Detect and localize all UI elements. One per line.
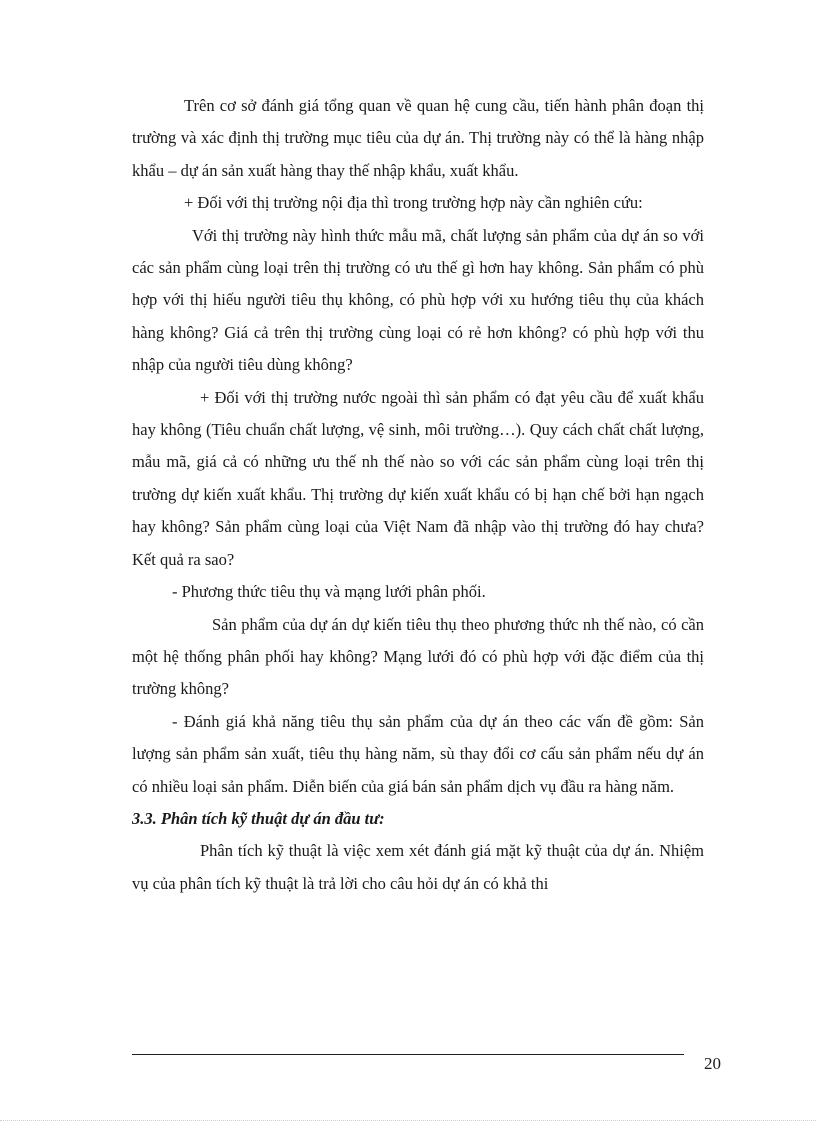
paragraph-consumption-capacity: - Đánh giá khả năng tiêu thụ sản phẩm của dự án theo các vấn đề gồm: Sản lượng sản phẩm sản xuất, tiêu thụ hàng năm, sù thay đổi cơ cấu sản phẩm nếu dự án có nhiều loại sản phẩm. Diễn biến của giá bán sản phẩm dịch vụ đầu ra hàng năm.	[132, 711, 704, 796]
paragraph-domestic-market: + Đối với thị trường nội địa thì trong trường hợp này cần nghiên cứu:	[184, 193, 643, 213]
footer-rule	[132, 1054, 684, 1055]
paragraph-foreign-market: + Đối với thị trường nước ngoài thì sản phẩm có đạt yêu cầu để xuất khẩu hay không (Tiêu chuẩn chất lượng, vệ sinh, môi trường…). Quy cách chất chất lượng, mẫu mã, giá cả có những ưu thế nh thế nào so với các sản phẩm cùng loại trên thị trường dự kiến xuất khẩu. Thị trường dự kiến xuất khẩu có bị hạn chế bởi hạn ngạch hay không? Sản phẩm cùng loại của Việt Nam đã nhập vào thị trường đó hay chưa? Kết quả ra sao?	[132, 387, 704, 569]
paragraph-market-segmentation: Trên cơ sở đánh giá tổng quan về quan hệ cung cầu, tiến hành phân đoạn thị trường và xác định thị trường mục tiêu của dự án. Thị trường này có thể là hàng nhập khẩu – dự án sản xuất hàng thay thế nhập khẩu, xuất khẩu.	[132, 96, 704, 180]
document-body	[132, 90, 704, 900]
paragraph-technical-analysis: Phân tích kỹ thuật là việc xem xét đánh giá mặt kỹ thuật của dự án. Nhiệm vụ của phân tích kỹ thuật là trả lời cho câu hỏi dự án có khả thi	[132, 841, 704, 893]
page-bottom-border	[0, 1120, 816, 1121]
section-heading: 3.3. Phân tích kỹ thuật dự án đầu tư:	[132, 808, 385, 828]
paragraph-domestic-details: Với thị trường này hình thức mẫu mã, chất lượng sản phẩm của dự án so với các sản phẩm cùng loại trên thị trường có ưu thế gì hơn hay không. Sản phẩm có phù hợp với thị hiếu người tiêu thụ không, có phù hợp với xu hướng tiêu thụ của khách hàng không? Giá cả trên thị trường cùng loại có rẻ hơn không? có phù hợp với thu nhập của người tiêu dùng không?	[132, 225, 704, 375]
page-number: 20	[704, 1054, 721, 1073]
paragraph-distribution-details: Sản phẩm của dự án dự kiến tiêu thụ theo phương thức nh thế nào, có cần một hệ thống phân phối hay không? Mạng lưới đó có phù hợp với đặc điểm của thị trường không?	[132, 614, 704, 699]
paragraph-distribution-method: - Phương thức tiêu thụ và mạng lưới phân phối.	[172, 582, 486, 602]
